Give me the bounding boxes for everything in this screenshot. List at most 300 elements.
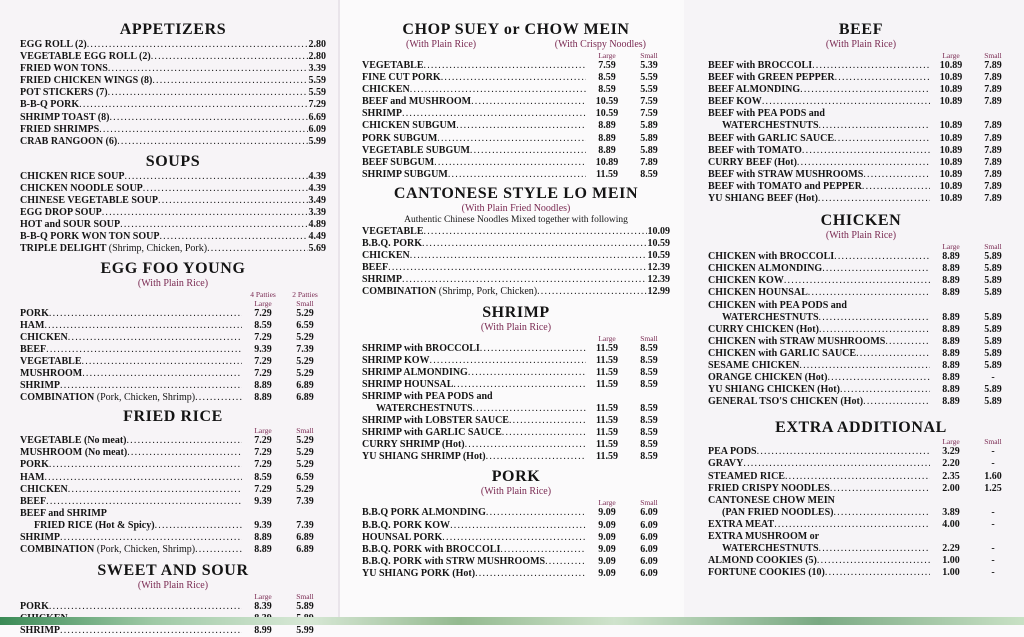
section-subtitle: (With Plain Rice): [480, 486, 552, 498]
dot-leader: [155, 520, 242, 532]
item-name-text: SHRIMP ALMONDING: [362, 366, 468, 378]
item-name: [362, 286, 537, 298]
item-name: [362, 169, 448, 181]
item-name-text: FRIED RICE (Hot & Spicy): [34, 519, 155, 531]
price-small: 8.59: [640, 451, 658, 463]
item-name-text: CHICKEN with GARLIC SAUCE: [708, 347, 857, 359]
item-name: [362, 415, 509, 427]
price-small: 6.09: [640, 531, 658, 543]
menu-item: [708, 96, 1014, 108]
dot-leader: [470, 145, 586, 157]
price-large: 10.89: [939, 156, 963, 168]
menu-item: [20, 136, 326, 148]
dot-leader: [448, 169, 586, 181]
price-large: 9.09: [598, 567, 616, 579]
item-name: [708, 348, 856, 360]
dot-leader: [402, 108, 586, 120]
price-small: 6.09: [640, 507, 658, 519]
price-header: Small: [984, 437, 1002, 447]
item-name-text: CHICKEN: [362, 250, 410, 262]
dot-leader: [819, 543, 930, 555]
dot-leader: [450, 520, 586, 532]
price-small: 8.59: [640, 439, 658, 451]
item-name: [362, 451, 486, 463]
item-name: [20, 356, 82, 368]
price-header: Small: [640, 498, 658, 508]
item-name: [362, 556, 545, 568]
item-description: (Shrimp, Pork, Chicken): [438, 286, 538, 298]
price-small: 5.29: [296, 331, 314, 343]
price-small: 5.59: [640, 84, 658, 96]
price-large: 8.59: [598, 84, 616, 96]
item-name: [20, 308, 49, 320]
header-spacer: [708, 437, 930, 446]
item-name-text: CRAB RANGOON (6): [20, 135, 118, 147]
price-large: 10.59: [595, 96, 619, 108]
menu-column-right: [684, 0, 1024, 625]
item-name: [708, 519, 774, 531]
price-large: 9.39: [254, 343, 272, 355]
item-description: (Shrimp, Chicken, Pork): [108, 243, 208, 255]
menu-item: [362, 439, 670, 451]
price-small: 1.25: [984, 482, 1002, 494]
menu-item: [362, 415, 670, 427]
item-name-text: CHICKEN: [20, 331, 68, 343]
price-large: 8.89: [942, 323, 960, 335]
item-name: [708, 360, 799, 372]
menu-item: [708, 72, 1014, 84]
menu-column-left: [0, 0, 338, 637]
menu-item: [20, 435, 326, 447]
menu-item: [20, 124, 326, 136]
menu-item: [708, 275, 1014, 287]
price-header: Large: [598, 333, 616, 343]
price-header: Small: [640, 333, 658, 343]
item-name: [708, 555, 817, 567]
price-column-headers: [708, 437, 1014, 446]
price-small: 7.89: [984, 96, 1002, 108]
price-small: 5.89: [640, 132, 658, 144]
section-title: CANTONESE STYLE LO MEIN: [393, 184, 639, 202]
item-name: [708, 372, 827, 384]
dot-leader: [812, 60, 930, 72]
menu-item: [708, 396, 1014, 408]
menu-item: [708, 251, 1014, 263]
price-large: 8.89: [942, 359, 960, 371]
item-name-text: FORTUNE COOKIES (10): [708, 567, 825, 579]
price-small: -: [991, 555, 995, 567]
item-name-text: FRIED SHRIMPS: [20, 123, 100, 135]
item-name: [20, 459, 49, 471]
item-name-text: YU SHIANG PORK (Hot): [362, 567, 476, 579]
item-name-text: SHRIMP with GARLIC SAUCE: [362, 427, 502, 439]
menu-item: [708, 336, 1014, 348]
section-title: EGG FOO YOUNG: [100, 259, 246, 277]
item-name-text: PORK: [20, 307, 49, 319]
item-price: 2.80: [308, 39, 326, 50]
price-small: 5.89: [984, 384, 1002, 396]
price-column-headers: [362, 334, 670, 343]
menu-section-shrimp: [340, 303, 684, 464]
item-name: [20, 447, 127, 459]
item-price: 12.39: [647, 262, 670, 274]
dot-leader: [424, 60, 587, 72]
price-large: 11.59: [596, 451, 618, 463]
menu-item: [20, 392, 326, 404]
price-large: 10.89: [939, 168, 963, 180]
menu-item: [20, 447, 326, 459]
price-header: Small: [984, 51, 1002, 60]
item-name-text: TRIPLE DELIGHT: [20, 243, 107, 255]
price-column-headers: [708, 51, 1014, 60]
price-column-headers: [708, 242, 1014, 251]
price-small: 7.89: [984, 144, 1002, 156]
header-spacer: [20, 426, 242, 435]
price-large: 7.59: [598, 60, 616, 71]
price-large: 7.29: [254, 355, 272, 367]
menu-item: [362, 520, 670, 532]
dot-leader: [143, 183, 308, 195]
dot-leader: [159, 231, 307, 243]
dot-leader: [442, 532, 586, 544]
price-large: 8.59: [254, 319, 272, 331]
menu-item: [708, 181, 1014, 193]
price-large: 7.29: [254, 459, 272, 471]
dot-leader: [808, 287, 930, 299]
dot-leader: [68, 484, 242, 496]
item-name: [362, 226, 424, 238]
item-price: 12.39: [647, 274, 670, 286]
price-large: 7.29: [254, 435, 272, 447]
dot-leader: [99, 124, 307, 136]
menu-item: [708, 157, 1014, 169]
item-name-text: HOUNSAL PORK: [362, 531, 443, 543]
dot-leader: [87, 39, 308, 51]
item-name: [20, 183, 143, 195]
item-name-text: VEGETABLE: [20, 355, 82, 367]
item-name-text: YU SHIANG SHRIMP (Hot): [362, 451, 486, 463]
price-small: 1.60: [984, 470, 1002, 482]
item-name-text: WATERCHESTNUTS: [722, 311, 819, 323]
price-small: -: [991, 567, 995, 579]
item-description: (Pork, Chicken, Shrimp): [96, 392, 196, 404]
dot-leader: [784, 275, 930, 287]
item-name: [362, 72, 441, 84]
menu-section-appetizers: [0, 20, 338, 148]
dot-leader: [500, 544, 586, 556]
item-name: [362, 403, 473, 415]
menu-item: [362, 343, 670, 355]
item-name-text: COMBINATION: [20, 392, 95, 404]
menu-item: [20, 484, 326, 496]
item-name: [708, 133, 834, 145]
menu-item: [362, 568, 670, 580]
item-price: 4.39: [308, 170, 326, 182]
price-header: Small: [640, 51, 658, 60]
price-small: 6.89: [296, 544, 314, 556]
header-spacer: [708, 242, 930, 251]
item-name-text: ALMOND COOKIES (5): [708, 555, 817, 567]
item-name: [20, 51, 151, 63]
price-small: 7.89: [984, 84, 1002, 96]
price-header: Small: [296, 426, 314, 436]
menu-item-line: BEEF with PEA PODS and: [708, 108, 825, 120]
menu-item: [708, 519, 1014, 531]
price-small: 7.89: [984, 72, 1002, 84]
dot-leader: [82, 368, 242, 380]
menu-section-chop-suey-or-chow-mein: [340, 20, 684, 181]
price-small: 7.59: [640, 96, 658, 108]
dot-leader: [151, 51, 308, 63]
menu-item: [20, 63, 326, 75]
section-subtitle: (With Plain Rice): [480, 321, 552, 333]
item-name-text: BEEF: [20, 495, 47, 507]
item-name: [20, 320, 44, 332]
item-name: [708, 263, 822, 275]
menu-item: [20, 520, 326, 532]
price-large: 11.59: [596, 378, 618, 390]
menu-item: [708, 60, 1014, 72]
price-small: 5.89: [984, 396, 1002, 408]
item-name-text: BEEF: [362, 262, 389, 274]
item-name-text: COMBINATION: [20, 544, 95, 556]
item-name: [20, 195, 158, 207]
menu-item: [20, 601, 326, 613]
item-name: [362, 274, 402, 286]
price-small: 7.89: [984, 132, 1002, 144]
menu-section-beef: [684, 20, 1024, 205]
item-name: [362, 145, 470, 157]
item-name-text: BEEF: [20, 343, 47, 355]
price-large: 9.39: [254, 495, 272, 507]
menu-item: [708, 312, 1014, 324]
menu-item: [362, 238, 670, 250]
menu-section-egg-foo-young: [0, 259, 338, 405]
item-name-text: FRIED WON TONS: [20, 63, 108, 75]
item-name: [708, 324, 819, 336]
price-small: 6.09: [640, 543, 658, 555]
dot-leader: [424, 226, 647, 238]
item-name: [362, 568, 475, 580]
menu-item-line: EXTRA MUSHROOM or: [708, 531, 820, 542]
dot-leader: [117, 136, 307, 148]
dot-leader: [60, 380, 242, 392]
dot-leader: [863, 169, 930, 181]
header-spacer: [708, 51, 930, 60]
dot-leader: [827, 372, 930, 384]
dot-leader: [834, 133, 930, 145]
item-name: [362, 157, 434, 169]
item-name: [708, 193, 818, 205]
section-note: Authentic Chinese Noodles Mixed together with following: [404, 214, 628, 225]
menu-item: [20, 544, 326, 556]
item-name-text: BEEF with TOMATO and PEPPER: [708, 180, 862, 192]
price-large: 8.89: [942, 251, 960, 263]
item-name: [20, 625, 60, 637]
price-large: 11.59: [596, 366, 618, 378]
item-name: [708, 384, 840, 396]
item-name: [20, 601, 49, 613]
dot-leader: [819, 324, 930, 336]
item-name: [20, 435, 126, 447]
item-name-text: SHRIMP with LOBSTER SAUCE: [362, 415, 509, 427]
item-price: 6.09: [308, 123, 326, 135]
item-name-text: VEGETABLE (No meat): [20, 435, 127, 447]
dot-leader: [79, 99, 307, 111]
item-name: [708, 145, 802, 157]
item-name: [708, 251, 834, 263]
menu-item: [362, 451, 670, 463]
dot-leader: [475, 568, 586, 580]
dot-leader: [430, 355, 586, 367]
price-header: Large: [254, 592, 272, 602]
item-name-text: CHICKEN: [20, 483, 68, 495]
price-large: 8.89: [942, 347, 960, 359]
dot-leader: [127, 447, 242, 459]
dot-leader: [473, 403, 586, 415]
item-name-text: BEEF ALMONDING: [708, 84, 801, 96]
item-name: [20, 496, 46, 508]
item-name: [708, 336, 885, 348]
price-large: 10.89: [939, 193, 963, 205]
menu-item: [20, 625, 326, 637]
item-name-text: (PAN FRIED NOODLES): [722, 506, 834, 518]
dot-leader: [885, 336, 930, 348]
menu-item: [708, 145, 1014, 157]
item-name-text: WATERCHESTNUTS: [722, 120, 819, 132]
dot-leader: [856, 348, 930, 360]
dot-leader: [434, 157, 586, 169]
price-large: 9.09: [598, 555, 616, 567]
menu-item: [708, 84, 1014, 96]
dot-leader: [502, 427, 586, 439]
item-name: [708, 396, 863, 408]
dot-leader: [422, 238, 646, 250]
menu-item: [20, 99, 326, 111]
item-name: [708, 543, 819, 555]
item-name-text: GENERAL TSO'S CHICKEN (Hot): [708, 396, 864, 408]
menu-item: [362, 145, 670, 157]
item-name-text: EXTRA MEAT: [708, 518, 775, 530]
price-large: 8.89: [942, 396, 960, 408]
item-name-text: CHICKEN KOW: [708, 275, 784, 287]
price-large: 1.00: [942, 567, 960, 579]
menu-item: [362, 226, 670, 238]
dot-leader: [817, 555, 930, 567]
item-name: [708, 72, 835, 84]
dot-leader: [509, 415, 586, 427]
dot-leader: [410, 250, 647, 262]
price-small: 7.89: [984, 156, 1002, 168]
dot-leader: [456, 120, 586, 132]
price-small: 5.29: [296, 483, 314, 495]
price-large: 2.20: [942, 458, 960, 470]
item-name: [20, 63, 108, 75]
item-name: [708, 287, 808, 299]
menu-section-pork: [340, 467, 684, 580]
item-name-text: BEEF with STRAW MUSHROOMS: [708, 168, 864, 180]
price-large: 10.89: [939, 120, 963, 132]
header-spacer: [362, 51, 586, 60]
item-name: [708, 483, 830, 495]
price-header: Large: [598, 498, 616, 508]
dot-leader: [802, 145, 930, 157]
price-small: 5.59: [640, 72, 658, 84]
menu-item: [362, 532, 670, 544]
dot-leader: [441, 72, 586, 84]
price-small: 5.89: [640, 144, 658, 156]
price-large: 8.89: [942, 263, 960, 275]
price-header: Large: [254, 426, 272, 436]
price-large: 7.29: [254, 483, 272, 495]
price-large: 11.59: [596, 415, 618, 427]
menu-item: [362, 556, 670, 568]
section-title: PORK: [491, 468, 541, 486]
price-large: 8.89: [942, 372, 960, 384]
menu-item: [708, 263, 1014, 275]
menu-item: [20, 207, 326, 219]
dot-leader: [124, 171, 307, 183]
item-name: [708, 471, 785, 483]
menu-section-fried-rice: [0, 407, 338, 556]
menu-item: [20, 496, 326, 508]
item-name: [20, 39, 87, 51]
price-small: 5.99: [296, 625, 314, 637]
dot-leader: [743, 458, 930, 470]
price-large: 3.89: [942, 506, 960, 518]
price-small: 5.29: [296, 435, 314, 447]
item-price: 7.29: [308, 99, 326, 111]
item-name: [20, 207, 102, 219]
item-name-text: BEEF with TOMATO: [708, 144, 802, 156]
menu-item: [362, 120, 670, 132]
price-large: 8.89: [942, 311, 960, 323]
menu-item: [20, 87, 326, 99]
menu-item: [20, 320, 326, 332]
menu-section-extra-additional: [684, 418, 1024, 579]
item-name-text: GRAVY: [708, 458, 744, 470]
item-name-text: EGG ROLL (2): [20, 39, 87, 50]
item-price: 10.59: [647, 250, 670, 262]
dot-leader: [486, 451, 586, 463]
item-name: [20, 380, 60, 392]
item-name-text: SHRIMP KOW: [362, 354, 430, 366]
section-title: CHOP SUEY or CHOW MEIN: [402, 21, 630, 38]
dot-leader: [835, 72, 930, 84]
menu-item: [708, 543, 1014, 555]
price-large: 2.00: [942, 482, 960, 494]
header-spacer: [20, 290, 242, 308]
price-small: 7.89: [984, 120, 1002, 132]
price-large: 8.59: [254, 471, 272, 483]
dot-leader: [480, 343, 586, 355]
dot-leader: [819, 312, 930, 324]
price-large: 8.99: [254, 625, 272, 637]
price-large: 1.00: [942, 555, 960, 567]
dot-leader: [863, 396, 930, 408]
price-large: 8.89: [598, 132, 616, 144]
menu-item: [362, 427, 670, 439]
dot-leader: [46, 344, 242, 356]
price-small: 6.89: [296, 380, 314, 392]
item-name-text: CHINESE VEGETABLE SOUP: [20, 195, 159, 207]
price-large: 8.89: [254, 532, 272, 543]
menu-item: [708, 360, 1014, 372]
menu-item: [362, 355, 670, 367]
section-subtitle-left: (With Plain Rice): [406, 39, 477, 50]
item-name: [20, 124, 99, 136]
item-price: 5.59: [308, 75, 326, 87]
